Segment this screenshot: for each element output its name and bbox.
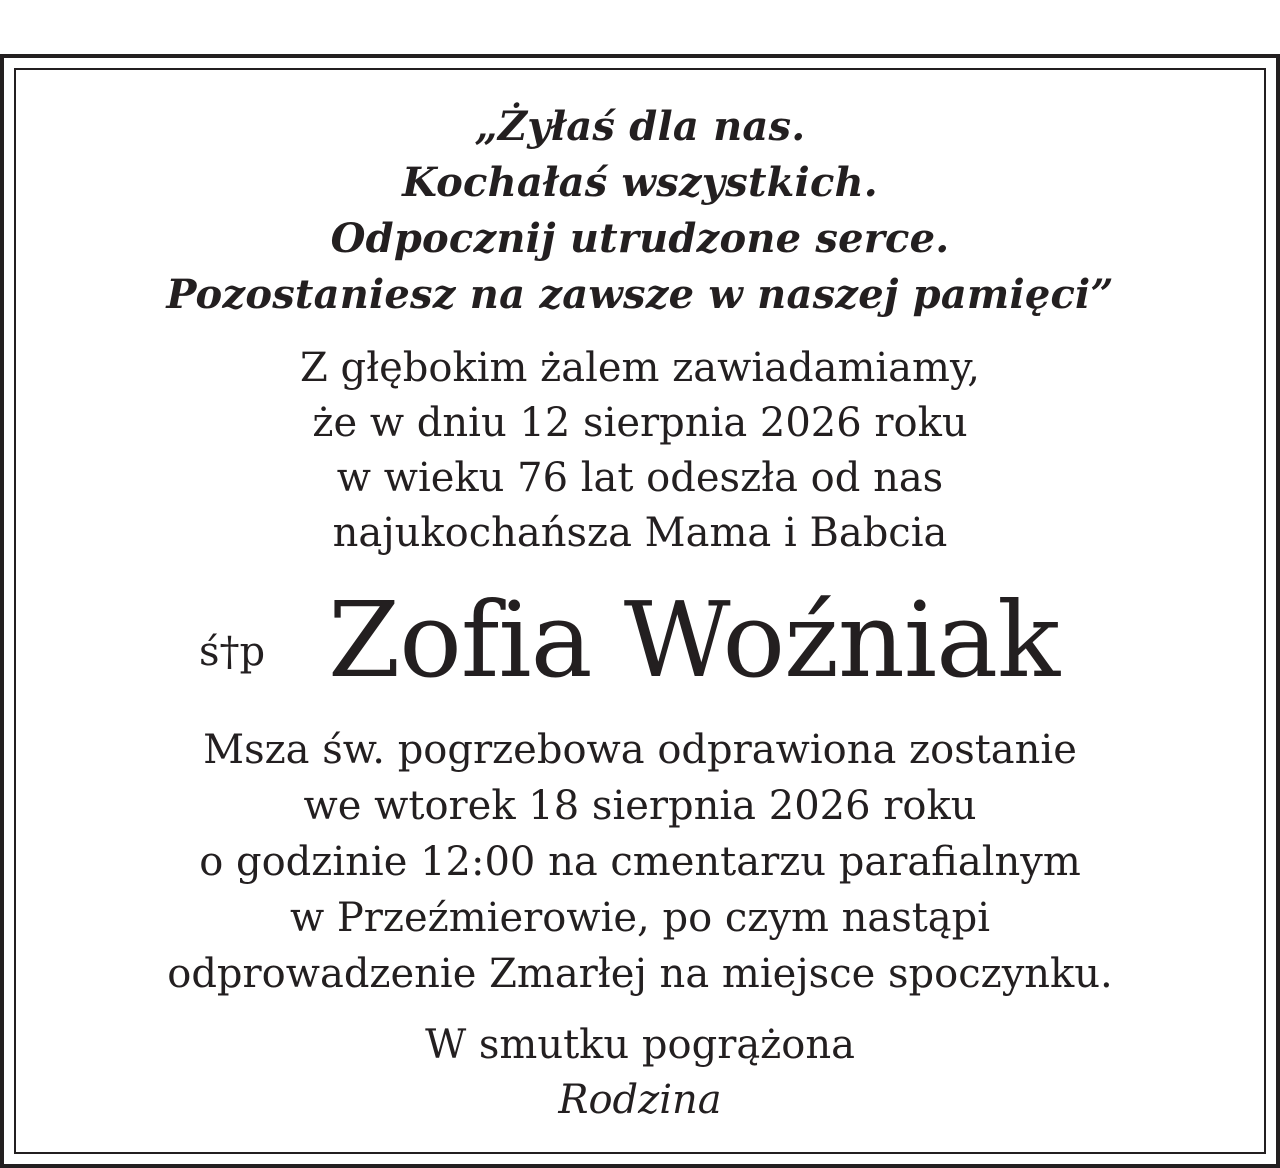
funeral-line-3: o godzinie 12:00 na cmentarzu parafialnym xyxy=(199,839,1081,885)
signature-line: W smutku pogrążona xyxy=(425,1022,855,1068)
quote-line-2: Kochałaś wszystkich. xyxy=(402,159,878,206)
funeral-line-4: w Przeźmierowie, po czym nastąpi xyxy=(289,895,991,941)
announcement-line-3: w wieku 76 lat odeszła od nas xyxy=(336,455,944,501)
stp-prefix: ś†p xyxy=(199,629,266,675)
funeral-line-5: odprowadzenie Zmarłej na miejsce spoczynku. xyxy=(167,951,1113,997)
deceased-name-row xyxy=(0,579,1280,701)
announcement-line-4: najukochańsza Mama i Babcia xyxy=(332,510,948,556)
funeral-line-2: we wtorek 18 sierpnia 2026 roku xyxy=(303,783,977,829)
funeral-line-1: Msza św. pogrzebowa odprawiona zostanie xyxy=(203,727,1077,773)
announcement-line-2: że w dniu 12 sierpnia 2026 roku xyxy=(312,400,968,446)
quote-line-1: „Żyłaś dla nas. xyxy=(474,103,806,150)
deceased-name: Zofia Woźniak xyxy=(328,579,1060,701)
quote-line-3: Odpocznij utrudzone serce. xyxy=(330,215,950,262)
announcement-line-1: Z głębokim żalem zawiadamiamy, xyxy=(300,345,980,391)
signature-family: Rodzina xyxy=(558,1077,722,1123)
quote-line-4: Pozostaniesz na zawsze w naszej pamięci” xyxy=(166,271,1114,318)
